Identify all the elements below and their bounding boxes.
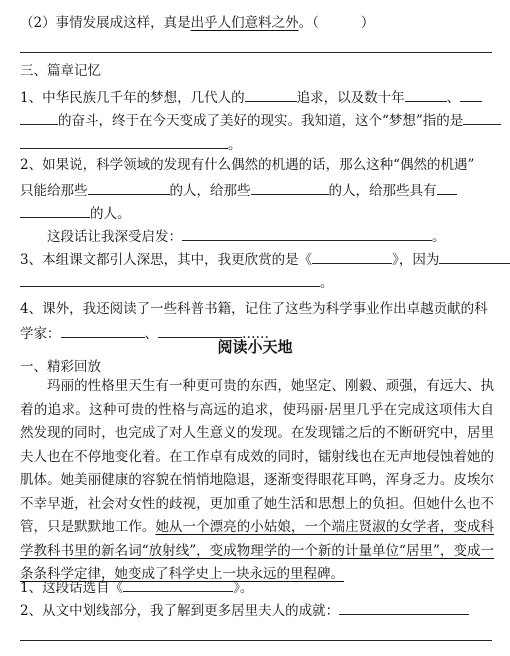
s3-q2-line4	[20, 226, 492, 246]
reading-q2-text: 2、从文中划线部分，我了解到更多居里夫人的成就：	[20, 603, 340, 619]
s3-q2-blank-5[interactable]	[182, 226, 432, 241]
s3-q2-blank-2[interactable]	[251, 180, 329, 195]
s3-q1-text-e: 。	[228, 137, 242, 153]
s3-q2-text-f: 这段话让我深受启发：	[47, 229, 182, 245]
s3-q3-text-c: 。	[320, 275, 334, 291]
reading-passage	[20, 375, 494, 587]
item-2-paren-close: ）	[360, 15, 375, 31]
s3-q1-text-c: 、	[446, 90, 461, 106]
s3-q1-blank-4[interactable]	[20, 110, 58, 125]
reading-q2-line	[20, 600, 492, 620]
reading-title: 阅读小天地	[217, 338, 293, 356]
s3-q3-text-a: 3、本组课文都引人深思，其中，我更欣赏的是《	[20, 252, 313, 268]
s3-q4-text-b: 学家：	[20, 326, 61, 342]
reading-q1-text-a: 1、这段话选自《	[20, 580, 124, 596]
s3-q2-line3	[20, 203, 492, 223]
reading-q2-answer-line[interactable]	[20, 640, 492, 641]
s3-q3-text-b: 》，因为	[392, 252, 440, 268]
s3-q3-blank-3[interactable]	[20, 272, 320, 287]
s3-q1-text-d: 的奋斗，终于在今天变成了美好的现实。我知道，这个“梦想”指的是	[58, 113, 464, 129]
reading-q1-line	[20, 577, 492, 597]
reading-passage-underlined: 她从一个漂亮的小姑娘，一个端庄贤淑的女学者，变成科学教科书里的新名词“放射线”，变成物理学的一个新的计量单位“居里”，变成一条条科学定律，她变成了科学史上一块永远的里程碑。	[20, 519, 495, 582]
s3-q4-text-d: ……	[242, 326, 269, 342]
reading-q2-blank-1[interactable]	[339, 600, 469, 615]
s3-q1-blank-3[interactable]	[460, 87, 482, 102]
section-3-heading: 三、篇章记忆	[20, 63, 101, 79]
s3-q2-blank-3[interactable]	[437, 180, 457, 195]
s3-q2-text-c: 的人，给那些	[169, 183, 251, 199]
s3-q1-line3	[20, 134, 492, 154]
s3-q1-line2	[20, 110, 492, 130]
s3-q2-text-g: 。	[432, 229, 446, 245]
answer-line-1[interactable]	[20, 52, 492, 53]
s3-q2-blank-1[interactable]	[88, 180, 170, 195]
reading-q1-blank[interactable]	[123, 577, 233, 592]
item-2-phrase: 出乎人们意料之外	[190, 15, 299, 31]
s3-q1-blank-1[interactable]	[245, 87, 297, 102]
s3-q3-blank-1[interactable]	[312, 249, 392, 264]
reading-passage-text: 玛丽的性格里天生有一种更可贵的东西，她坚定、刚毅、顽强，有远大、执着的追求。这种可贵的性格与高远的追求，使玛丽·居里几乎在完成这项伟大自然发现的同时，也完成了对人生意义的发现。在发现镭之后的不断研究中，居里夫人也在不停地变化着。在工作卓有成效的同时，镭射线也在无声地侵蚀着她的肌体。她美丽健康的容貌在悄悄地隐退，逐渐变得眼花耳鸣，浑身乏力。皮埃尔不幸早逝，社会对女性的歧视，更加重了她生活和思想上的负担。但她什么也不管，只是默默地工作。	[20, 378, 494, 535]
s3-q2-text-d: 的人，给那些具有	[328, 183, 437, 199]
s3-q2-line1: 2、如果说，科学领域的发现有什么偶然的机遇的话，那么这种“偶然的机遇”	[20, 157, 475, 173]
item-2-suffix: 。（	[298, 15, 319, 31]
s3-q1-blank-2[interactable]	[405, 87, 447, 102]
item-2-prefix: （2）事情发展成这样，真是	[20, 15, 191, 31]
reading-q1-text-b: 》。	[233, 580, 254, 596]
reading-section-1: 一、精彩回放	[20, 359, 101, 375]
item-2-line	[20, 14, 492, 32]
s3-q3-line2	[20, 272, 492, 292]
s3-q1-text-a: 1、中华民族几千年的梦想，几代人的	[20, 90, 245, 106]
s3-q2-blank-4[interactable]	[20, 203, 90, 218]
s3-q1-line1	[20, 87, 492, 107]
s3-q4-text-c: 、	[144, 326, 158, 342]
s3-q1-blank-6[interactable]	[20, 134, 228, 149]
s3-q3-blank-2[interactable]	[439, 249, 510, 264]
s3-q2-line2	[20, 180, 492, 200]
s3-q4-line1: 4、课外，我还阅读了一些科普书籍，记住了这些为科学事业作出卓越贡献的科	[20, 301, 488, 317]
s3-q2-text-b: 只能给那些	[20, 183, 88, 199]
s3-q3-line1	[20, 249, 492, 269]
s3-q1-blank-5[interactable]	[463, 110, 501, 125]
s3-q2-text-e: 的人。	[90, 206, 131, 222]
s3-q1-text-b: 追求，以及数十年	[296, 90, 405, 106]
